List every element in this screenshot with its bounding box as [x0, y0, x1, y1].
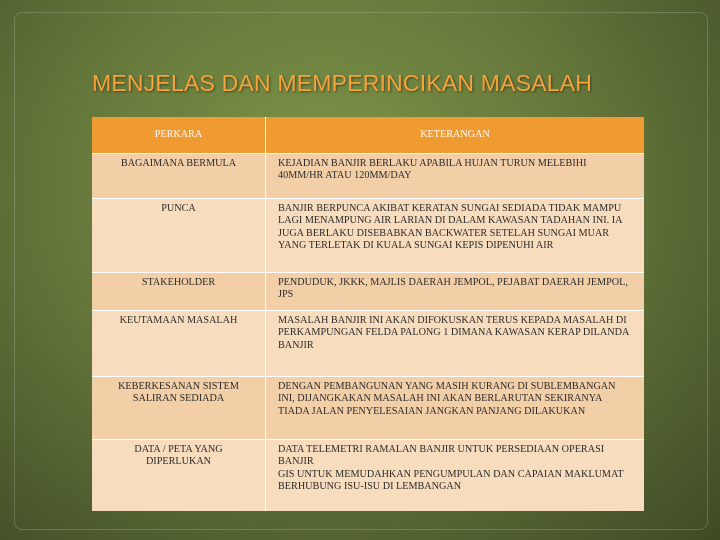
table-row: [92, 199, 644, 273]
problem-table: [92, 117, 644, 511]
keterangan-line: DATA TELEMETRI RAMALAN BANJIR UNTUK PERSEDIAAN OPERASI BANJIR: [278, 444, 605, 468]
keterangan-cell: KEJADIAN BANJIR BERLAKU APABILA HUJAN TURUN MELEBIHI 40MM/HR ATAU 120MM/DAY: [266, 154, 645, 199]
perkara-cell: STAKEHOLDER: [92, 273, 266, 311]
header-keterangan: KETERANGAN: [266, 117, 645, 154]
perkara-cell: PUNCA: [92, 199, 266, 273]
table-header-row: [92, 117, 644, 154]
keterangan-cell: PENDUDUK, JKKK, MAJLIS DAERAH JEMPOL, PEJABAT DAERAH JEMPOL, JPS: [266, 273, 645, 311]
table-row: [92, 440, 644, 512]
keterangan-cell: [266, 440, 645, 512]
perkara-cell: DATA / PETA YANG DIPERLUKAN: [92, 440, 266, 512]
header-perkara: PERKARA: [92, 117, 266, 154]
table-row: [92, 377, 644, 440]
keterangan-cell: BANJIR BERPUNCA AKIBAT KERATAN SUNGAI SEDIADA TIDAK MAMPU LAGI MENAMPUNG AIR LARIAN DI DALAM KAWASAN TADAHAN INI. IA JUGA BERLAKU DISEBABKAN BACKWATER SETELAH SUNGAI MUAR YANG TERLETAK DI KUALA SUNGAI KEPIS DIPENUHI AIR: [266, 199, 645, 273]
slide-title: MENJELAS DAN MEMPERINCIKAN MASALAH: [92, 70, 593, 96]
table-row: [92, 154, 644, 199]
keterangan-cell: MASALAH BANJIR INI AKAN DIFOKUSKAN TERUS KEPADA MASALAH DI PERKAMPUNGAN FELDA PALONG 1 DIMANA KAWASAN KERAP DILANDA BANJIR: [266, 311, 645, 377]
perkara-cell: KEUTAMAAN MASALAH: [92, 311, 266, 377]
perkara-cell: BAGAIMANA BERMULA: [92, 154, 266, 199]
keterangan-cell: DENGAN PEMBANGUNAN YANG MASIH KURANG DI SUBLEMBANGAN INI, DIJANGKAKAN MASALAH INI AKAN BERLARUTAN SEKIRANYA TIADA JALAN PENYELESAIAN JANGKAN PANJANG DILAKUKAN: [266, 377, 645, 440]
table-row: [92, 273, 644, 311]
keterangan-line: GIS UNTUK MEMUDAHKAN PENGUMPULAN DAN CAPAIAN MAKLUMAT BERHUBUNG ISU-ISU DI LEMBANGAN: [278, 468, 624, 493]
perkara-cell: KEBERKESANAN SISTEM SALIRAN SEDIADA: [92, 377, 266, 440]
table-row: [92, 311, 644, 377]
